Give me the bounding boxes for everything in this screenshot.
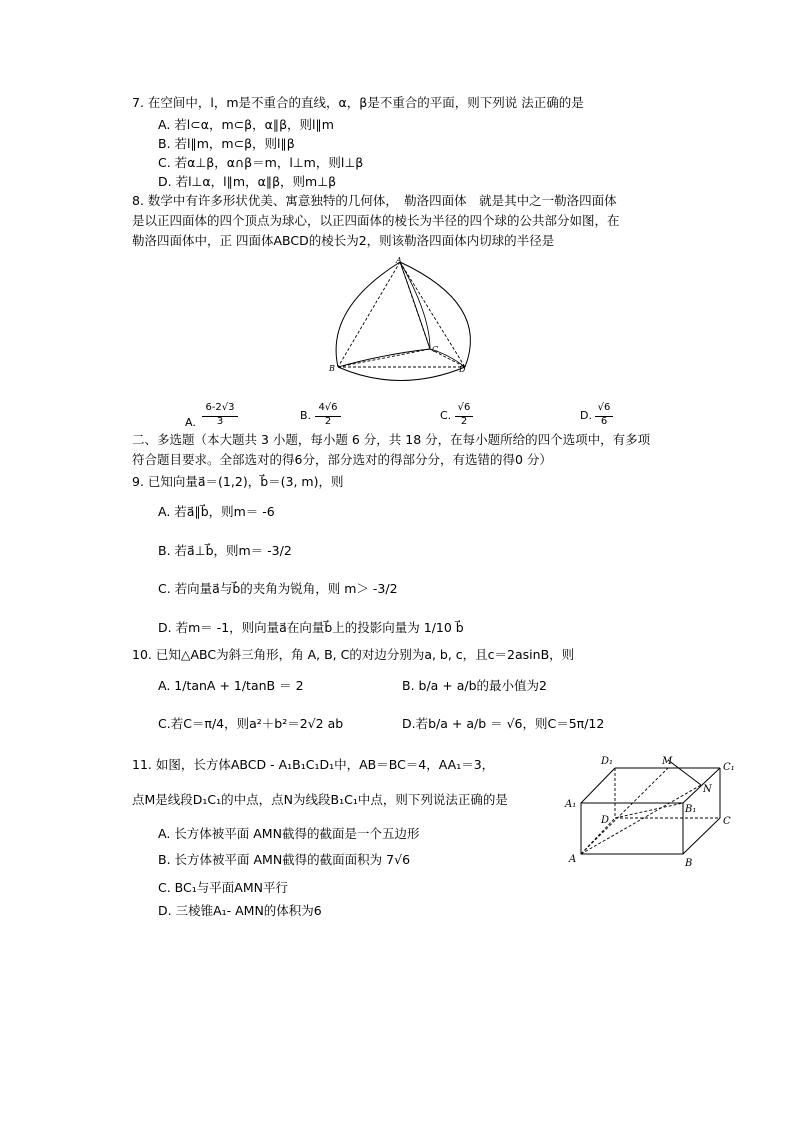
q11-stem-line-1: 11. 如图，长方体ABCD - A₁B₁C₁D₁中，AB＝BC＝4，AA₁＝3， (132, 757, 495, 772)
label-d1: D₁ (601, 756, 614, 767)
label-c1: C₁ (723, 762, 735, 773)
label-a: A (569, 854, 577, 865)
q7-option-c: C. 若α⊥β，α∩β＝m，l⊥m，则l⊥β (158, 155, 364, 170)
label-n: N (703, 784, 712, 795)
section-2-header-line-2: 符合题目要求。全部选对的得6分，部分选对的得部分分，有选错的得0 分） (132, 452, 552, 467)
q9-option-a: A. 若a⃗∥b⃗，则m＝ -6 (158, 504, 275, 519)
cuboid-figure (563, 750, 743, 870)
q9-option-c: C. 若向量a⃗与b⃗的夹角为锐角，则 m＞ -3/2 (158, 581, 398, 596)
label-b: B (685, 858, 693, 869)
q10-option-b: B. b/a + a/b的最小值为2 (402, 678, 548, 693)
label-b: B (329, 364, 335, 373)
exam-page: 7. 在空间中，l，m是不重合的直线，α，β是不重合的平面，则下列说 法正确的是 A. 若l⊂α，m⊂β，α∥β，则l∥m B. 若l∥m，m⊂β，则l∥β C. 若α⊥β，α∩β＝m，l⊥m，则l⊥β D. 若l⊥α，l∥m，α∥β，则m⊥β 8. 数学中有许多形状优美、寓意独特的几何体， 勒洛四面体 就是其中之一勒洛四面体 是以正四面体的四个顶点为球心，以正四面体的棱长为半径的四个球的公共部分如图，在 勒洛四面体中，正 四面体ABCD的棱长为2，则该勒洛四面体内切球的半径是 A B C D A. 6-2√3 3 B. 4√6 2 C. √6 2 D. √6 6 二、多选题（本大题共 3 小题，每小题 6 分，共 18 分，在每小题所给的四个选项中，有多项 符合题目要求。全部选对的得6分，部分选对的得部分分，有选错的得0 分） 9. 已知向量a⃗＝(1,2)，b⃗＝(3, m)，则 A. 若a⃗∥b⃗，则m＝ -6 B. 若a⃗⊥b⃗，则m＝ -3/2 C. 若向量a⃗与b⃗的夹角为锐角，则 m＞ -3/2 D. 若m＝ -1，则向量a⃗在向量b⃗上的投影向量为 1/10 b⃗ 10. 已知△ABC为斜三角形，角 A, B, C的对边分别为a, b, c，且c＝2asinB，则 A. 1/tanA + 1/tanB ＝ 2 B. b/a + a/b的最小值为2 C.若C＝π/4，则a²＋b²＝2√2 ab D.若b/a + a/b ＝ √6，则C＝5π/12 11. 如图，长方体ABCD - A₁B₁C₁D₁中，AB＝BC＝4，AA₁＝3， 点M是线段D₁C₁的中点，点N为线段B₁C₁中点，则下列说法正确的是 A. 长方体被平面 AMN截得的截面是一个五边形 B. 长方体被平面 AMN截得的截面面积为 7√6 C. BC₁与平面AMN平行 D. 三棱锥A₁- AMN的体积为6 D₁ M C₁ N A₁ B₁ D C A B (0, 0, 793, 1123)
q7-option-b: B. 若l∥m，m⊂β，则l∥β (158, 136, 295, 151)
q8-stem-line-1: 8. 数学中有许多形状优美、寓意独特的几何体， 勒洛四面体 就是其中之一勒洛四面体 (132, 193, 617, 208)
q10-stem: 10. 已知△ABC为斜三角形，角 A, B, C的对边分别为a, b, c，且c＝2asinB，则 (132, 647, 575, 662)
q10-option-a: A. 1/tanA + 1/tanB ＝ 2 (158, 678, 304, 693)
label-c: C (432, 345, 439, 354)
q7-stem: 7. 在空间中，l，m是不重合的直线，α，β是不重合的平面，则下列说 法正确的是 (132, 95, 584, 110)
label-m: M (662, 756, 673, 767)
q10-option-d: D.若b/a + a/b ＝ √6，则C＝5π/12 (402, 716, 605, 731)
q11-option-c: C. BC₁与平面AMN平行 (158, 880, 288, 895)
q9-stem: 9. 已知向量a⃗＝(1,2)，b⃗＝(3, m)，则 (132, 474, 344, 489)
q9-option-b: B. 若a⃗⊥b⃗，则m＝ -3/2 (158, 543, 292, 558)
label-c: C (723, 816, 731, 827)
q7-option-a: A. 若l⊂α，m⊂β，α∥β，则l∥m (158, 117, 334, 132)
q8-stem-line-2: 是以正四面体的四个顶点为球心，以正四面体的棱长为半径的四个球的公共部分如图，在 (132, 213, 620, 228)
label-a1: A₁ (565, 799, 577, 810)
label-a: A (396, 256, 402, 265)
q8-stem-line-3: 勒洛四面体中，正 四面体ABCD的棱长为2，则该勒洛四面体内切球的半径是 (132, 233, 555, 248)
q10-option-c: C.若C＝π/4，则a²＋b²＝2√2 ab (158, 716, 344, 731)
label-d: D (459, 365, 466, 374)
section-2-header-line-1: 二、多选题（本大题共 3 小题，每小题 6 分，共 18 分，在每小题所给的四个选项中，有多项 (132, 432, 651, 447)
q11-option-a: A. 长方体被平面 AMN截得的截面是一个五边形 (158, 826, 420, 841)
q9-option-d: D. 若m＝ -1，则向量a⃗在向量b⃗上的投影向量为 1/10 b⃗ (158, 620, 464, 635)
label-d: D (601, 815, 610, 826)
q11-stem-line-2: 点M是线段D₁C₁的中点，点N为线段B₁C₁中点，则下列说法正确的是 (132, 792, 508, 807)
q7-option-d: D. 若l⊥α，l∥m，α∥β，则m⊥β (158, 174, 337, 189)
q11-option-d: D. 三棱锥A₁- AMN的体积为6 (158, 903, 322, 918)
label-b1: B₁ (685, 804, 697, 815)
q11-option-b: B. 长方体被平面 AMN截得的截面面积为 7√6 (158, 852, 411, 867)
reuleaux-tetrahedron-figure (325, 254, 485, 378)
